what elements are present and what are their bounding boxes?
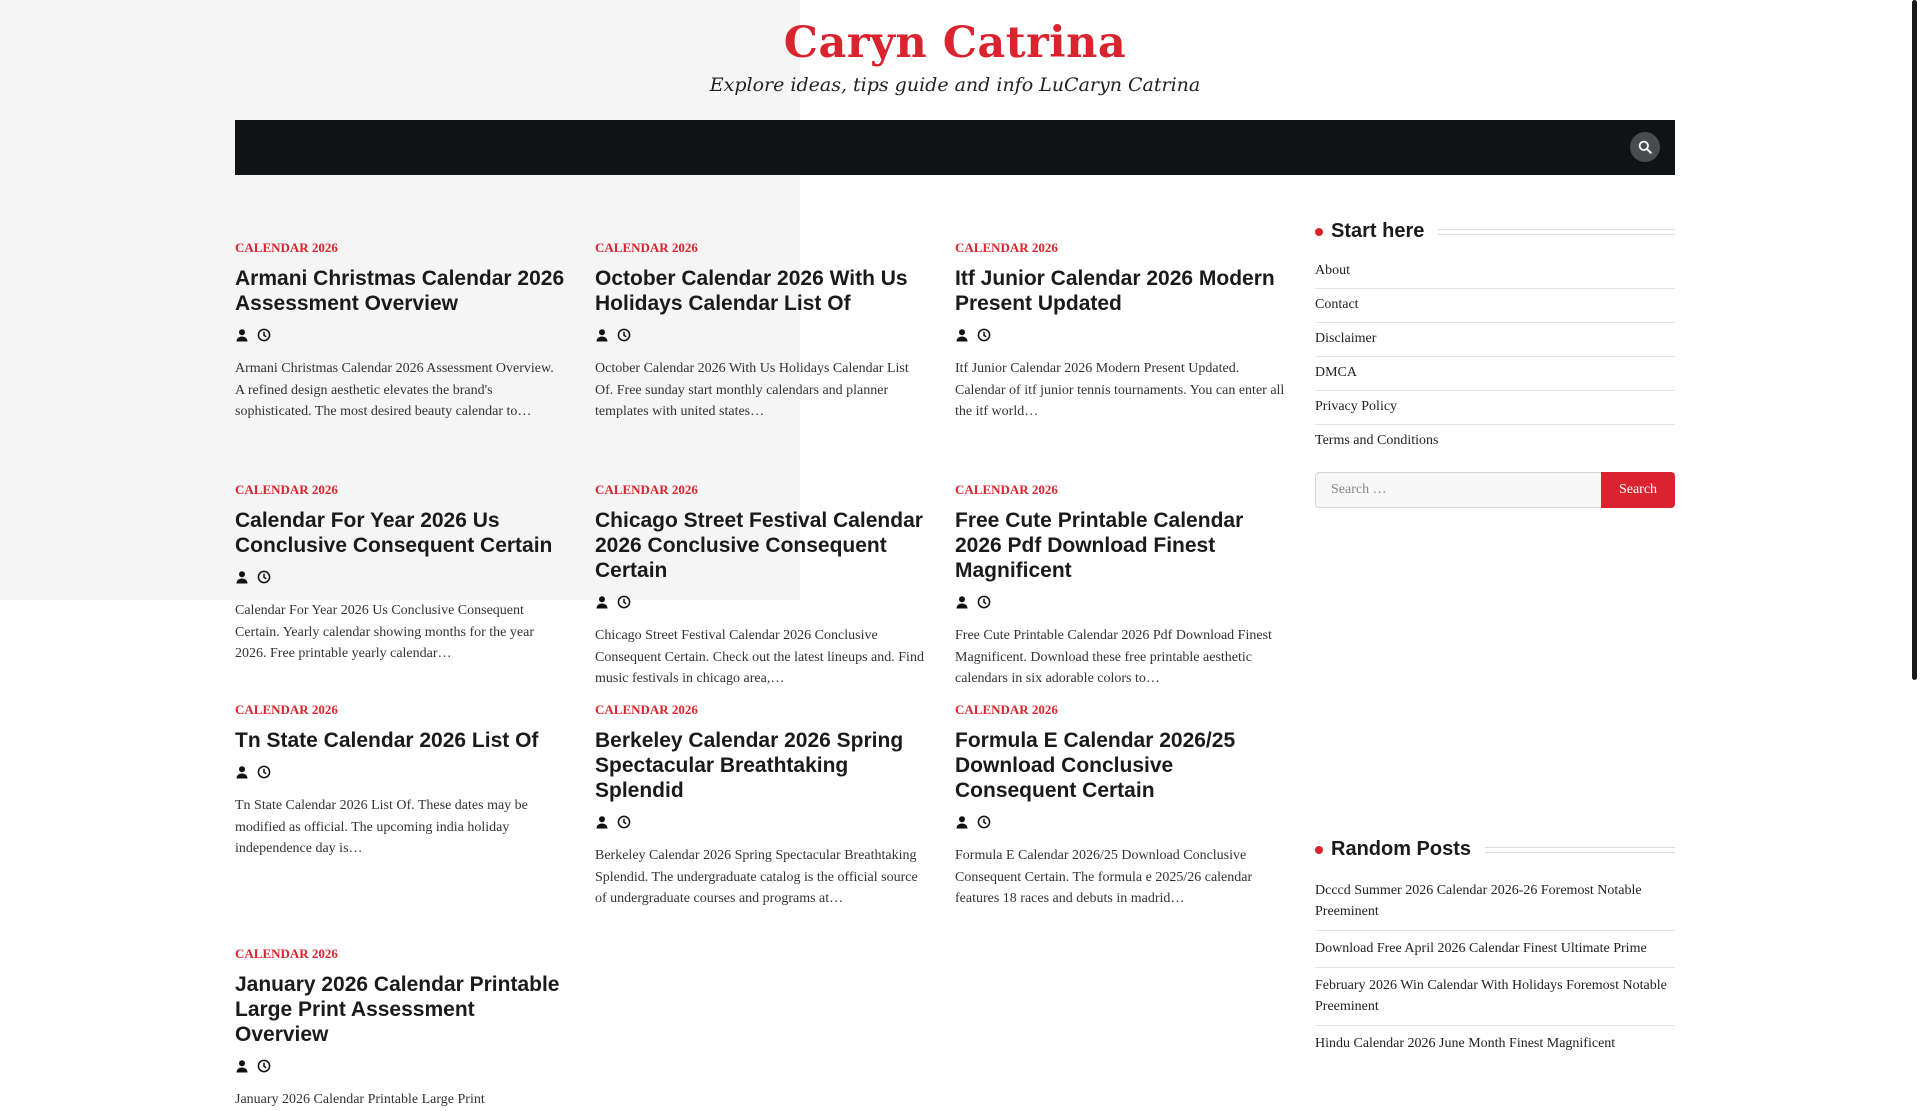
clock-icon[interactable]: [257, 328, 271, 342]
widget-title: [1315, 220, 1675, 243]
post-card: [235, 482, 565, 665]
post-title[interactable]: Formula E Calendar 2026/25 Download Conclusive Consequent Certain: [955, 729, 1236, 802]
post-meta: [955, 593, 1285, 611]
post-category[interactable]: CALENDAR 2026: [235, 240, 338, 255]
post-meta: [955, 326, 1285, 344]
widget-title: [1315, 838, 1675, 861]
user-icon[interactable]: [235, 328, 249, 342]
scrollbar-thumb[interactable]: [1912, 0, 1917, 680]
clock-icon[interactable]: [257, 570, 271, 584]
clock-icon[interactable]: [257, 765, 271, 779]
clock-icon[interactable]: [977, 595, 991, 609]
post-category[interactable]: CALENDAR 2026: [595, 702, 698, 717]
random-post-link[interactable]: Download Free April 2026 Calendar Finest Ultimate Prime: [1315, 931, 1675, 968]
widget-title-text: Random Posts: [1331, 838, 1472, 860]
post-excerpt: Armani Christmas Calendar 2026 Assessment Overview. A refined design aesthetic elevates the brand's sophisticated. The most desired beauty calendar to…: [235, 361, 554, 419]
post-title[interactable]: Armani Christmas Calendar 2026 Assessment Overview: [235, 267, 565, 315]
sidebar-link-dmca[interactable]: DMCA: [1315, 357, 1675, 391]
user-icon[interactable]: [955, 815, 969, 829]
bullet-dot-icon: [1315, 846, 1323, 854]
post-excerpt: Free Cute Printable Calendar 2026 Pdf Download Finest Magnificent. Download these free printable aesthetic calendars in six adorable colors to…: [955, 628, 1272, 686]
sidebar-link-about[interactable]: About: [1315, 255, 1675, 289]
post-meta: [595, 813, 925, 831]
post-category[interactable]: CALENDAR 2026: [235, 482, 338, 497]
widget-title-text: Start here: [1331, 220, 1425, 242]
post-card: [235, 240, 565, 423]
post-card: [955, 240, 1285, 423]
post-excerpt: Chicago Street Festival Calendar 2026 Conclusive Consequent Certain. Check out the latest lineups and. Find music festivals in chicago area,…: [595, 628, 924, 686]
post-meta: [595, 326, 925, 344]
post-title[interactable]: Free Cute Printable Calendar 2026 Pdf Download Finest Magnificent: [955, 509, 1244, 582]
post-excerpt: October Calendar 2026 With Us Holidays Calendar List Of. Free sunday start monthly calendars and planner templates with united states…: [595, 361, 909, 419]
random-post-link[interactable]: Dcccd Summer 2026 Calendar 2026-26 Foremost Notable Preeminent: [1315, 873, 1675, 931]
bullet-dot-icon: [1315, 228, 1323, 236]
post-meta: [595, 593, 925, 611]
clock-icon[interactable]: [977, 328, 991, 342]
clock-icon[interactable]: [257, 1059, 271, 1073]
user-icon[interactable]: [955, 328, 969, 342]
search-icon[interactable]: [1630, 132, 1660, 162]
post-card: [595, 702, 925, 910]
post-excerpt: Berkeley Calendar 2026 Spring Spectacular Breathtaking Splendid. The undergraduate catalog is the official source of undergraduate courses and programs at…: [595, 848, 918, 906]
post-card: [955, 482, 1285, 690]
post-title[interactable]: Berkeley Calendar 2026 Spring Spectacular Breathtaking Splendid: [595, 729, 904, 802]
post-meta: [235, 763, 565, 781]
random-posts-list: [1315, 873, 1675, 1062]
post-category[interactable]: CALENDAR 2026: [595, 482, 698, 497]
clock-icon[interactable]: [617, 815, 631, 829]
random-post-link[interactable]: February 2026 Win Calendar With Holidays Foremost Notable Preeminent: [1315, 968, 1675, 1026]
sidebar-link-privacy-policy[interactable]: Privacy Policy: [1315, 391, 1675, 425]
post-category[interactable]: CALENDAR 2026: [595, 240, 698, 255]
title-divider: [1438, 229, 1675, 235]
user-icon[interactable]: [955, 595, 969, 609]
post-excerpt: January 2026 Calendar Printable Large Print: [235, 1092, 485, 1107]
scrollbar[interactable]: [1908, 0, 1920, 1080]
user-icon[interactable]: [235, 765, 249, 779]
post-category[interactable]: CALENDAR 2026: [235, 702, 338, 717]
start-here-list: [1315, 255, 1675, 458]
post-card: [595, 240, 925, 423]
user-icon[interactable]: [595, 328, 609, 342]
user-icon[interactable]: [235, 570, 249, 584]
sidebar: [1315, 220, 1675, 1062]
post-excerpt: Tn State Calendar 2026 List Of. These dates may be modified as official. The upcoming india holiday independence day is…: [235, 798, 528, 856]
user-icon[interactable]: [595, 595, 609, 609]
user-icon[interactable]: [595, 815, 609, 829]
post-title[interactable]: January 2026 Calendar Printable Large Print Assessment Overview: [235, 973, 560, 1046]
user-icon[interactable]: [235, 1059, 249, 1073]
post-meta: [235, 326, 565, 344]
post-category[interactable]: CALENDAR 2026: [955, 240, 1058, 255]
site-tagline: Explore ideas, tips guide and info LuCaryn Catrina: [709, 74, 1201, 96]
post-category[interactable]: CALENDAR 2026: [235, 946, 338, 961]
post-title[interactable]: Itf Junior Calendar 2026 Modern Present Updated: [955, 267, 1275, 315]
post-card: [235, 946, 565, 1111]
post-title[interactable]: Calendar For Year 2026 Us Conclusive Consequent Certain: [235, 509, 553, 557]
post-category[interactable]: CALENDAR 2026: [955, 482, 1058, 497]
start-here-widget: [1315, 220, 1675, 458]
post-meta: [235, 568, 565, 586]
search-button[interactable]: Search: [1601, 472, 1675, 508]
site-title[interactable]: Caryn Catrina: [783, 18, 1127, 68]
sidebar-link-disclaimer[interactable]: Disclaimer: [1315, 323, 1675, 357]
post-title[interactable]: October Calendar 2026 With Us Holidays Calendar List Of: [595, 267, 908, 315]
site-header: [0, 0, 1910, 120]
post-category[interactable]: CALENDAR 2026: [955, 702, 1058, 717]
post-card: [955, 702, 1285, 910]
sidebar-link-terms[interactable]: Terms and Conditions: [1315, 433, 1439, 448]
clock-icon[interactable]: [977, 815, 991, 829]
post-title[interactable]: Tn State Calendar 2026 List Of: [235, 729, 539, 752]
post-excerpt: Formula E Calendar 2026/25 Download Conclusive Consequent Certain. The formula e 2025/26 calendar features 18 races and debuts in madrid…: [955, 848, 1253, 906]
post-excerpt: Calendar For Year 2026 Us Conclusive Consequent Certain. Yearly calendar showing months for the year 2026. Free printable yearly calendar…: [235, 603, 534, 661]
post-excerpt: Itf Junior Calendar 2026 Modern Present Updated. Calendar of itf junior tennis tournaments. You can enter all the itf world…: [955, 361, 1285, 419]
random-posts-widget: [1315, 838, 1675, 1062]
main-navigation: [235, 120, 1675, 175]
title-divider: [1485, 847, 1675, 853]
sidebar-search-form: [1315, 472, 1675, 508]
random-post-link[interactable]: Hindu Calendar 2026 June Month Finest Magnificent: [1315, 1036, 1616, 1051]
search-input[interactable]: [1315, 472, 1601, 508]
post-title[interactable]: Chicago Street Festival Calendar 2026 Conclusive Consequent Certain: [595, 509, 923, 582]
post-meta: [235, 1057, 565, 1075]
clock-icon[interactable]: [617, 328, 631, 342]
sidebar-link-contact[interactable]: Contact: [1315, 289, 1675, 323]
clock-icon[interactable]: [617, 595, 631, 609]
post-card: [595, 482, 925, 690]
post-meta: [955, 813, 1285, 831]
post-card: [235, 702, 565, 860]
